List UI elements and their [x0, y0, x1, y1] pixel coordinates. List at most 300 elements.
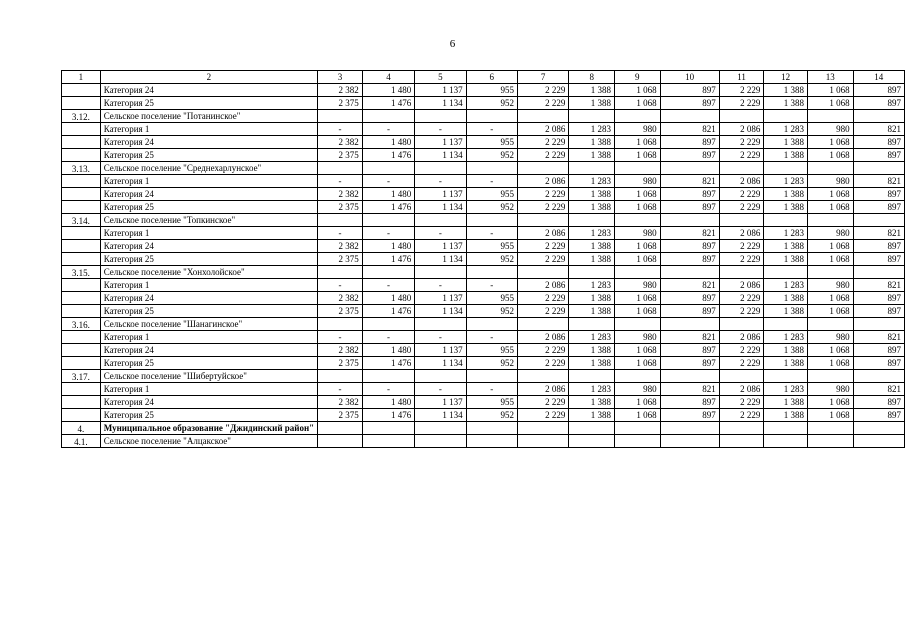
row-number [62, 149, 101, 162]
row-value [853, 318, 904, 331]
row-value: 2 086 [719, 331, 764, 344]
row-value: 2 229 [517, 240, 568, 253]
table-row [62, 279, 905, 292]
row-value: - [318, 175, 363, 188]
row-value [318, 370, 363, 383]
row-value: - [466, 227, 517, 240]
row-value [517, 435, 568, 448]
row-value: 2 375 [318, 357, 363, 370]
row-value [764, 266, 808, 279]
row-value: - [318, 227, 363, 240]
table-row [62, 409, 905, 422]
row-value: 955 [466, 188, 517, 201]
row-name: Сельское поселение "Шанагинское" [100, 318, 317, 331]
group-row [62, 318, 905, 331]
row-value: 1 388 [764, 136, 808, 149]
row-value: 2 229 [719, 84, 764, 97]
row-value: - [466, 123, 517, 136]
row-value: 2 229 [719, 188, 764, 201]
table-row [62, 383, 905, 396]
row-value [660, 162, 719, 175]
row-value: 2 229 [517, 344, 568, 357]
row-value: 2 382 [318, 188, 363, 201]
row-value: 897 [853, 240, 904, 253]
row-value [415, 110, 466, 123]
row-name: Категория 24 [100, 344, 317, 357]
row-value: 897 [660, 136, 719, 149]
row-value: - [415, 279, 466, 292]
table-row [62, 84, 905, 97]
row-number: 3.15. [62, 266, 101, 279]
row-value [517, 422, 568, 435]
row-value: 1 068 [615, 357, 661, 370]
row-value: 1 137 [415, 240, 466, 253]
row-value: 1 137 [415, 344, 466, 357]
row-value: 1 134 [415, 149, 466, 162]
table-row [62, 292, 905, 305]
table-row [62, 305, 905, 318]
row-value [853, 422, 904, 435]
row-value: 2 229 [719, 292, 764, 305]
row-value: 1 283 [569, 227, 615, 240]
row-value: 1 137 [415, 396, 466, 409]
row-value: 1 480 [362, 188, 414, 201]
row-value: 2 382 [318, 84, 363, 97]
row-value: 980 [615, 123, 661, 136]
row-value: 821 [660, 279, 719, 292]
table-row [62, 396, 905, 409]
row-value: 1 388 [764, 357, 808, 370]
row-name: Категория 24 [100, 84, 317, 97]
row-value: 1 388 [764, 84, 808, 97]
row-value: 1 476 [362, 201, 414, 214]
row-value [807, 110, 853, 123]
row-value: 2 375 [318, 97, 363, 110]
row-value [466, 266, 517, 279]
group-row [62, 214, 905, 227]
row-value: 821 [853, 331, 904, 344]
row-value: 1 068 [807, 396, 853, 409]
table-row [62, 123, 905, 136]
row-value [415, 214, 466, 227]
row-value: 1 134 [415, 305, 466, 318]
row-value: 1 388 [569, 97, 615, 110]
row-value [807, 318, 853, 331]
row-value: - [415, 123, 466, 136]
row-number: 3.14. [62, 214, 101, 227]
row-value: 1 068 [615, 136, 661, 149]
table-row [62, 97, 905, 110]
row-value [660, 422, 719, 435]
row-name: Категория 1 [100, 383, 317, 396]
row-value [719, 162, 764, 175]
row-value: 1 388 [569, 84, 615, 97]
column-header: 8 [569, 71, 615, 84]
row-value: 1 388 [569, 149, 615, 162]
row-value: 2 086 [719, 383, 764, 396]
row-value: 1 388 [764, 305, 808, 318]
row-value [853, 266, 904, 279]
row-value: 1 137 [415, 136, 466, 149]
row-value [807, 435, 853, 448]
row-value: 2 086 [517, 331, 568, 344]
row-value [362, 214, 414, 227]
row-value: 897 [660, 188, 719, 201]
row-value: 897 [853, 344, 904, 357]
row-value [415, 370, 466, 383]
row-value: 1 283 [764, 175, 808, 188]
row-value: 2 375 [318, 253, 363, 266]
row-name: Категория 24 [100, 292, 317, 305]
row-name: Категория 25 [100, 149, 317, 162]
row-value: 955 [466, 136, 517, 149]
row-value [318, 422, 363, 435]
row-value: 1 068 [615, 396, 661, 409]
row-value: 1 476 [362, 253, 414, 266]
row-value [764, 318, 808, 331]
row-value: 2 229 [517, 305, 568, 318]
row-value: - [466, 331, 517, 344]
row-name: Категория 25 [100, 253, 317, 266]
row-value: 2 382 [318, 344, 363, 357]
row-name: Категория 1 [100, 279, 317, 292]
row-value [517, 370, 568, 383]
row-value [362, 435, 414, 448]
row-number [62, 396, 101, 409]
row-value: 980 [615, 331, 661, 344]
row-number [62, 344, 101, 357]
row-value [807, 162, 853, 175]
row-value: 2 229 [517, 201, 568, 214]
row-name: Категория 25 [100, 357, 317, 370]
row-value: 1 480 [362, 84, 414, 97]
row-value: 2 229 [517, 396, 568, 409]
row-number [62, 292, 101, 305]
table-row [62, 201, 905, 214]
row-name: Категория 24 [100, 240, 317, 253]
row-value: 897 [853, 292, 904, 305]
row-value: 2 229 [719, 357, 764, 370]
row-value [615, 110, 661, 123]
row-value: 897 [660, 240, 719, 253]
row-number [62, 240, 101, 253]
table-row [62, 188, 905, 201]
row-value: 2 229 [517, 188, 568, 201]
row-value: 1 388 [764, 201, 808, 214]
row-value: 1 068 [807, 136, 853, 149]
row-value: 897 [660, 409, 719, 422]
row-value: 1 388 [569, 136, 615, 149]
row-value: 2 229 [719, 409, 764, 422]
row-value [764, 110, 808, 123]
row-value [660, 318, 719, 331]
row-value: 955 [466, 292, 517, 305]
row-value [466, 162, 517, 175]
row-name: Сельское поселение "Среднехарлунское" [100, 162, 317, 175]
row-value: 1 388 [764, 149, 808, 162]
column-header: 1 [62, 71, 101, 84]
row-value: 897 [660, 305, 719, 318]
row-number [62, 84, 101, 97]
row-value: - [318, 123, 363, 136]
row-value: - [362, 123, 414, 136]
row-value: 1 068 [807, 188, 853, 201]
row-value [415, 422, 466, 435]
row-value: 2 086 [719, 227, 764, 240]
row-value: - [466, 175, 517, 188]
row-value [615, 214, 661, 227]
row-value: 1 388 [764, 292, 808, 305]
row-value [764, 162, 808, 175]
row-value: 2 229 [517, 292, 568, 305]
row-name: Сельское поселение "Хонхолойское" [100, 266, 317, 279]
row-value: 2 229 [719, 136, 764, 149]
row-value: 2 229 [719, 97, 764, 110]
row-value [764, 370, 808, 383]
table-header-row [62, 71, 905, 84]
row-value: 980 [807, 175, 853, 188]
row-name: Категория 24 [100, 188, 317, 201]
row-value: 2 229 [719, 344, 764, 357]
row-name: Категория 1 [100, 331, 317, 344]
row-value: 980 [615, 227, 661, 240]
row-value: 2 086 [719, 279, 764, 292]
row-value: 2 382 [318, 292, 363, 305]
row-value: 1 134 [415, 409, 466, 422]
row-value: - [466, 279, 517, 292]
row-value: 1 068 [807, 292, 853, 305]
row-value: 1 283 [569, 123, 615, 136]
row-value: 1 388 [764, 396, 808, 409]
row-value: 821 [660, 331, 719, 344]
column-header: 13 [807, 71, 853, 84]
row-value [569, 318, 615, 331]
row-value: 821 [660, 227, 719, 240]
row-value: 897 [853, 149, 904, 162]
row-value: 1 388 [569, 344, 615, 357]
row-value: 1 068 [807, 97, 853, 110]
row-value: 897 [853, 357, 904, 370]
row-value [807, 422, 853, 435]
table-row [62, 149, 905, 162]
row-value [318, 318, 363, 331]
row-value: 2 375 [318, 409, 363, 422]
row-number [62, 331, 101, 344]
row-value [362, 110, 414, 123]
row-value [615, 318, 661, 331]
column-header: 5 [415, 71, 466, 84]
row-value [466, 318, 517, 331]
row-value: - [362, 227, 414, 240]
row-value [853, 370, 904, 383]
row-value: 821 [853, 123, 904, 136]
row-value [660, 214, 719, 227]
row-value: 897 [853, 136, 904, 149]
row-value: 1 476 [362, 357, 414, 370]
row-value [719, 110, 764, 123]
row-value: 1 137 [415, 292, 466, 305]
row-value: 2 229 [517, 253, 568, 266]
row-value [517, 162, 568, 175]
row-value: 2 086 [719, 123, 764, 136]
column-header: 10 [660, 71, 719, 84]
row-value [660, 435, 719, 448]
row-value [569, 110, 615, 123]
row-value: 897 [660, 97, 719, 110]
row-value: 980 [615, 279, 661, 292]
row-number: 4.1. [62, 435, 101, 448]
row-value: 1 388 [569, 253, 615, 266]
row-value: 1 068 [807, 240, 853, 253]
row-name: Сельское поселение "Алцакское" [100, 435, 317, 448]
row-value: 897 [660, 344, 719, 357]
row-value: 821 [853, 227, 904, 240]
row-value: 2 229 [719, 201, 764, 214]
row-number: 3.17. [62, 370, 101, 383]
row-value: 1 388 [569, 201, 615, 214]
row-value: 980 [807, 227, 853, 240]
row-value: 897 [853, 253, 904, 266]
column-header: 14 [853, 71, 904, 84]
row-value [415, 266, 466, 279]
row-value: 2 086 [719, 175, 764, 188]
row-value: 1 388 [569, 357, 615, 370]
row-value: 1 068 [615, 97, 661, 110]
row-value [807, 370, 853, 383]
row-value: 1 134 [415, 97, 466, 110]
row-value [853, 162, 904, 175]
row-value [517, 318, 568, 331]
row-value [615, 162, 661, 175]
row-value: 1 283 [764, 227, 808, 240]
row-number: 3.16. [62, 318, 101, 331]
row-value: 1 476 [362, 149, 414, 162]
row-value [719, 370, 764, 383]
row-value: 2 382 [318, 240, 363, 253]
row-number [62, 136, 101, 149]
row-value [569, 214, 615, 227]
row-value: 980 [615, 175, 661, 188]
table-row [62, 227, 905, 240]
row-value: 897 [853, 305, 904, 318]
row-value [318, 214, 363, 227]
row-value [362, 422, 414, 435]
table-row [62, 357, 905, 370]
row-value: 897 [660, 357, 719, 370]
table-row [62, 331, 905, 344]
row-value: 2 229 [719, 396, 764, 409]
row-value [517, 110, 568, 123]
row-value [318, 435, 363, 448]
row-value: 2 229 [517, 357, 568, 370]
row-number [62, 188, 101, 201]
row-number [62, 253, 101, 266]
row-value: 1 388 [569, 305, 615, 318]
group-row [62, 435, 905, 448]
row-value: 952 [466, 201, 517, 214]
column-header: 3 [318, 71, 363, 84]
row-value [615, 422, 661, 435]
row-value: 1 480 [362, 136, 414, 149]
row-value: 955 [466, 344, 517, 357]
row-value: 1 137 [415, 84, 466, 97]
row-value: 2 086 [517, 175, 568, 188]
row-name: Категория 1 [100, 227, 317, 240]
group-row [62, 370, 905, 383]
row-value: 1 388 [569, 396, 615, 409]
row-name: Сельское поселение "Топкинское" [100, 214, 317, 227]
row-value: 952 [466, 149, 517, 162]
row-value [719, 318, 764, 331]
row-value: 821 [660, 383, 719, 396]
row-value [764, 214, 808, 227]
row-value [318, 162, 363, 175]
group-row [62, 162, 905, 175]
row-value: - [318, 279, 363, 292]
row-value: 2 229 [517, 84, 568, 97]
row-value [764, 435, 808, 448]
row-number [62, 227, 101, 240]
table-row [62, 253, 905, 266]
row-value [615, 435, 661, 448]
row-value [764, 422, 808, 435]
row-value [569, 266, 615, 279]
row-value: 2 229 [719, 253, 764, 266]
table-row [62, 136, 905, 149]
row-number [62, 279, 101, 292]
row-value: 980 [807, 331, 853, 344]
column-header: 2 [100, 71, 317, 84]
row-value: 1 068 [615, 292, 661, 305]
row-value: 897 [660, 201, 719, 214]
row-name: Категория 25 [100, 97, 317, 110]
row-value: 2 229 [517, 149, 568, 162]
row-number [62, 201, 101, 214]
row-value: 1 480 [362, 396, 414, 409]
row-value: 1 388 [764, 409, 808, 422]
row-value: - [415, 331, 466, 344]
row-value: 1 068 [807, 357, 853, 370]
row-value: 821 [660, 175, 719, 188]
row-value: 2 382 [318, 396, 363, 409]
row-name: Категория 24 [100, 136, 317, 149]
row-value: 1 283 [569, 331, 615, 344]
row-value: - [318, 383, 363, 396]
row-value [415, 162, 466, 175]
row-value: 2 229 [719, 240, 764, 253]
row-value [569, 422, 615, 435]
row-value: 1 388 [569, 240, 615, 253]
row-value: 2 382 [318, 136, 363, 149]
row-value: 821 [853, 175, 904, 188]
row-value: 1 068 [615, 409, 661, 422]
row-number [62, 305, 101, 318]
row-value: - [415, 227, 466, 240]
row-value [569, 435, 615, 448]
column-header: 7 [517, 71, 568, 84]
row-value: 1 068 [807, 253, 853, 266]
row-value: 1 068 [615, 149, 661, 162]
row-number [62, 409, 101, 422]
row-value: 2 229 [517, 97, 568, 110]
row-value: 897 [853, 97, 904, 110]
row-value: - [318, 331, 363, 344]
row-value: 2 375 [318, 201, 363, 214]
column-header: 11 [719, 71, 764, 84]
row-value: 1 480 [362, 344, 414, 357]
row-value: 980 [807, 279, 853, 292]
row-value: 952 [466, 305, 517, 318]
